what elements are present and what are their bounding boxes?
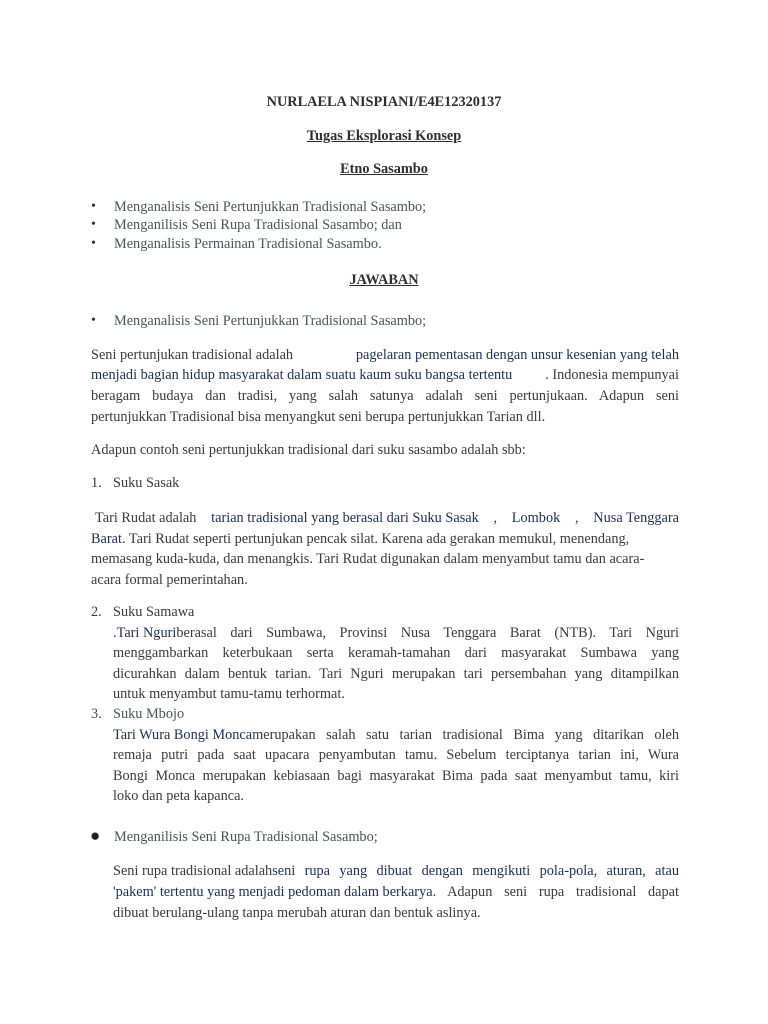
para1-text: beragam budaya dan tradisi, yang salah satunya adalah seni pertunjukaan. Adapun seni xyxy=(91,388,679,404)
item3-highlight: Tari Wura Bongi Monca xyxy=(113,727,253,743)
item1-text: , xyxy=(574,510,579,526)
section2-highlight: 'pakem' tertentu yang menjadi pedoman dalam berkarya xyxy=(113,884,433,900)
item1-highlight: Nusa Tenggara xyxy=(593,510,679,526)
list-item-title: Suku Sasak xyxy=(113,475,180,491)
list-number: 2. xyxy=(91,604,102,620)
task-item: Menganalisis Permainan Tradisional Sasambo. xyxy=(114,236,382,252)
item3-text: remaja putri pada saat upacara penyambutan tamu. Sebelum terciptanya tarian ini, Wura xyxy=(113,747,679,763)
item3-text: merupakan salah satu tarian tradisional Bima yang ditarikan oleh xyxy=(252,727,679,743)
list-item-title: Suku Samawa xyxy=(113,604,195,620)
bullet-icon: • xyxy=(91,217,96,232)
item2-highlight: Tari Nguri xyxy=(116,625,177,641)
item1-text: . Tari Rudat seperti pertunjukan pencak silat. Karena ada gerakan memukul, menendang, xyxy=(121,531,630,547)
para1-highlight: menjadi bagian hidup masyarakat dalam suatu kaum suku bangsa tertentu xyxy=(91,367,513,383)
answer-heading: JAWABAN xyxy=(349,272,419,288)
list-item-title: Suku Mbojo xyxy=(113,706,185,722)
para1-highlight: pagelaran pementasan dengan unsur kesenian yang telah xyxy=(355,347,679,363)
section2-text: Seni rupa tradisional adalah xyxy=(113,863,273,879)
list-number: 3. xyxy=(91,706,102,722)
item1-text: Tari Rudat adalah xyxy=(95,510,197,526)
item1-highlight: tarian tradisional yang berasal dari Suku Sasak xyxy=(211,510,479,526)
bullet-icon: ● xyxy=(90,826,101,845)
assignment-title: Tugas Eksplorasi Konsep xyxy=(306,128,462,144)
item2-text: untuk menyambut tamu-tamu terhormat. xyxy=(113,686,345,702)
para1-text: . Indonesia mempunyai xyxy=(545,367,679,383)
task-item: Menganilisis Seni Rupa Tradisional Sasambo; dan xyxy=(114,217,402,233)
item3-text: Bongi Monca merupakan kebiasaan bagi masyarakat Bima pada saat menyambut tamu, kiri xyxy=(113,768,679,784)
section2-heading: Menganilisis Seni Rupa Tradisional Sasambo; xyxy=(114,829,378,845)
item2-text: berasal dari Sumbawa, Provinsi Nusa Tenggara Barat (NTB). Tari Nguri xyxy=(176,625,679,641)
item1-text: , xyxy=(493,510,498,526)
section2-text: dibuat berulang-ulang tanpa merubah aturan dan bentuk aslinya. xyxy=(113,905,481,921)
item2-text: . xyxy=(113,625,117,641)
item1-highlight: Lombok xyxy=(511,510,561,526)
section1-paragraph-2: Adapun contoh seni pertunjukkan tradisional dari suku sasambo adalah sbb: xyxy=(91,442,526,458)
section1-heading: Menganalisis Seni Pertunjukkan Tradisional Sasambo; xyxy=(114,313,427,329)
author-name-id: NURLAELA NISPIANI/E4E12320137 xyxy=(266,94,502,110)
section2-text: . Adapun seni rupa tradisional dapat xyxy=(432,884,679,900)
item1-text: acara formal pemerintahan. xyxy=(91,572,248,588)
item3-text: loko dan peta kapanca. xyxy=(113,788,244,804)
item1-highlight: Barat xyxy=(91,531,122,547)
list-number: 1. xyxy=(91,475,102,491)
section2-highlight: seni rupa yang dibuat dengan mengikuti pola-pola, aturan, atau xyxy=(272,863,679,879)
item2-text: dicurahkan dalam bentuk tarian. Tari Nguri merupakan tari persembahan yang ditampilkan xyxy=(113,666,679,682)
bullet-icon: • xyxy=(91,313,96,328)
task-item: Menganalisis Seni Pertunjukkan Tradisional Sasambo; xyxy=(114,199,427,215)
bullet-icon: • xyxy=(91,199,96,214)
para1-text: Seni pertunjukan tradisional adalah xyxy=(91,347,294,363)
para1-text: pertunjukkan Tradisional bisa menyangkut seni berupa pertunjukkan Tarian dll. xyxy=(91,409,546,425)
item2-text: menggambarkan keterbukaan serta keramah-tamahan dari masyarakat Sumbawa yang xyxy=(113,645,679,661)
topic-title: Etno Sasambo xyxy=(340,161,428,177)
bullet-icon: • xyxy=(91,236,96,251)
item1-text: memasang kuda-kuda, dan menangkis. Tari Rudat digunakan dalam menyambut tamu dan acara- xyxy=(91,551,645,567)
